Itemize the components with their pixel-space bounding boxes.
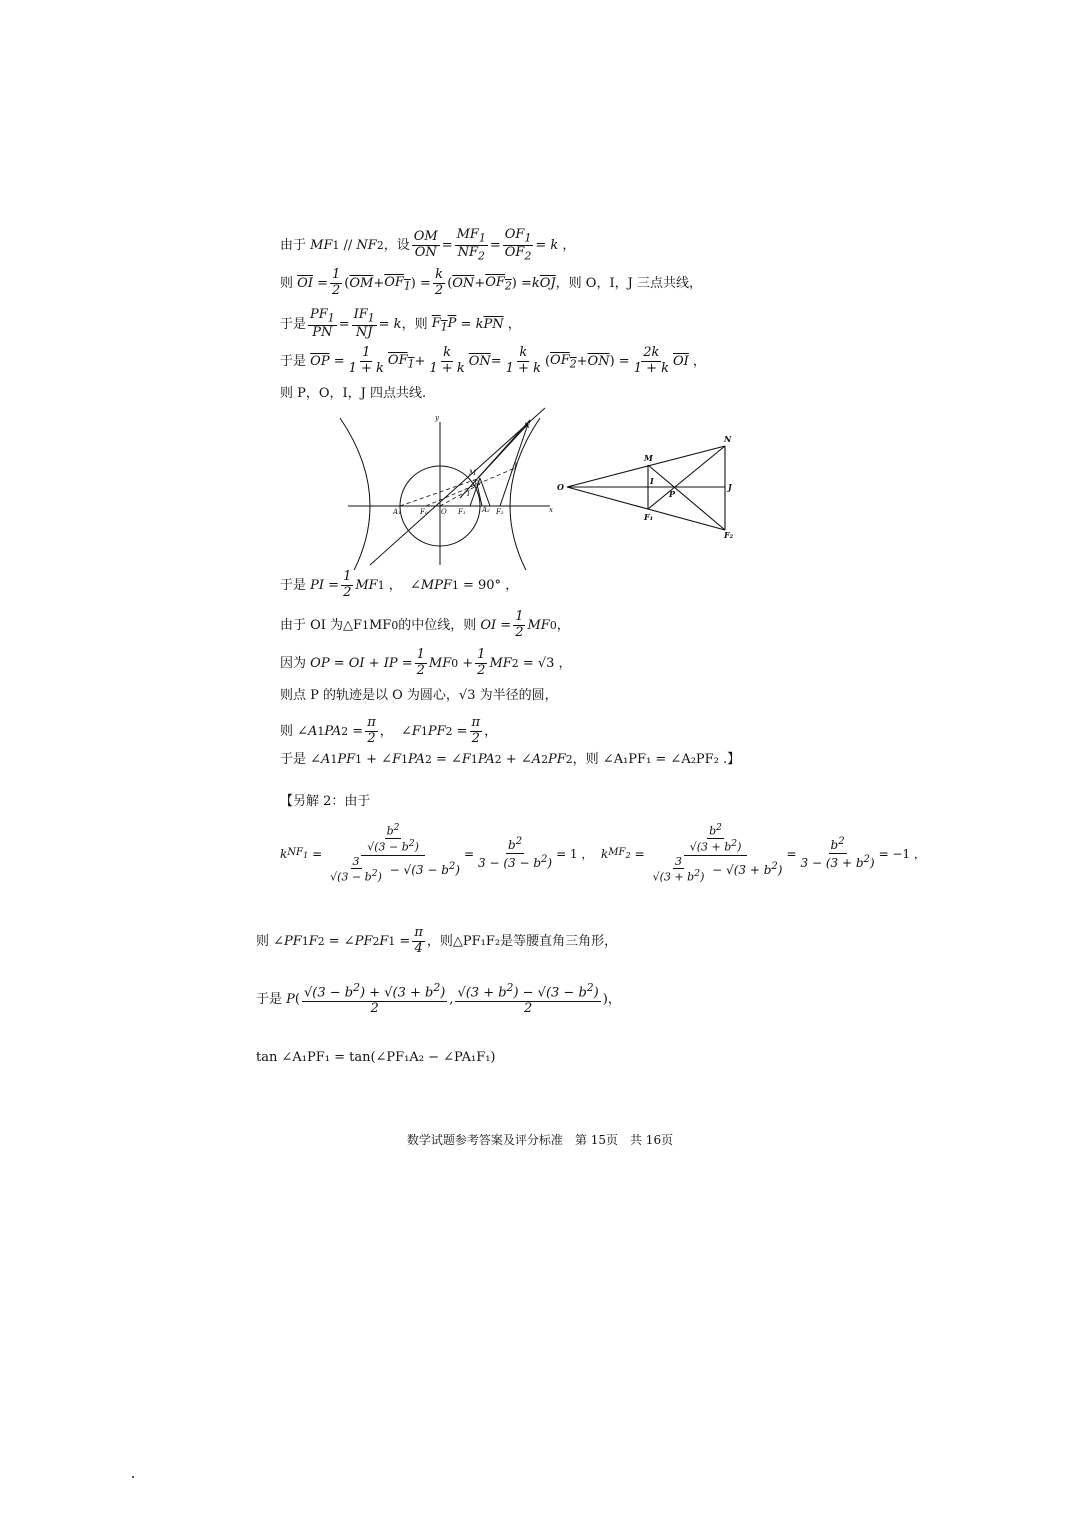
label-O: O (441, 508, 447, 516)
trapezoid-diagram (552, 430, 747, 545)
label-F2: F₂ (724, 530, 734, 540)
solution-line-11: 于是 ∠ A 1 PF 1 + ∠ F 1 PA 2 = ∠ F 1 PA 2 + ∠ A 2 PF 2 ，则 ∠A₁PF₁ = ∠A₂PF₂ .】 (280, 752, 741, 767)
solution-line-7: 由于 OI 为△F 1 MF 0 的中位线，则 OI = $\frac{1}{2}$ MF 0 ， (280, 609, 570, 640)
scan-speck (132, 1476, 134, 1478)
solution-line-5: 则 P，O，I，J 四点共线. (280, 386, 427, 401)
hyperbola-diagram (330, 400, 560, 570)
label-F1: F₁ (644, 512, 654, 522)
label-J: J (728, 482, 732, 492)
solution-line-14: 则 ∠ PF 1 F 2 = ∠ PF 2 F 1 = $\frac{\pi}{4}$ ，则△PF₁F₂是等腰直角三角形， (256, 925, 618, 956)
solution-line-6: 于是 PI = $\frac{1}{2}$ MF 1 ， ∠ MPF 1 = 90° ， (280, 569, 519, 600)
label-x: x (549, 506, 553, 514)
label-y: y (435, 414, 439, 422)
label-I: I (650, 476, 654, 486)
label-J: J (514, 462, 517, 470)
solution-line-1: 由于 MF 1 // NF 2 ，设 $\frac{OM}{ON}$ = $\frac{MF_1}{NF_2}$ = $\frac{OF_1}{OF_2}$ = k ， (280, 227, 576, 263)
label-N: N (724, 434, 732, 444)
solution-line-15: 于是 P ( $\frac{√(3 - b^2) + √(3 + b^2)}{2}$ , $\frac{√(3 + b^2) - √(3 - b^2)}{2}$ )， (256, 981, 621, 1017)
hyperbola-left-branch (340, 418, 370, 570)
hyperbola-right-branch (510, 418, 540, 570)
label-F1: F₁ (458, 508, 466, 516)
slope-formula: k $NF_1$ = $\frac{b^2}{√(3 - b^2)}$ $\frac{3}{√(3 - b^2)}$ − $√(3 - b^2)$ = $\frac{b^2}{3 - (3 - b^2)}$ = 1 ， k $MF_2$ = $\frac{b^2}{√(3 + b^2)}$ $\frac{3}{√(3 + b^2)}$ − $√(3 + b^2)$ = $\frac{b^2}{3 - (3 + b^2)}$ = −1 ， (280, 822, 926, 884)
label-F0: F₀ (420, 508, 428, 516)
label-M: M (469, 469, 477, 477)
solution-line-9: 则点 P 的轨迹是以 O 为圆心，√3 为半径的圆， (280, 688, 558, 703)
label-I: I (467, 490, 470, 498)
alt-solution-title: 【另解 2：由于 (280, 794, 371, 809)
label-A1: A₁ (393, 508, 401, 516)
solution-line-2: 则 $\overline{OI}$ = $\frac{1}{2}$ ( $\overline{OM}$ + $OF_1$ ) = $\frac{k}{2}$ ( $\overline{ON}$ + $OF_2$ ) = k $\overline{OJ}$ ，则 O，I，J 三点共线， (280, 267, 702, 298)
solution-line-4: 于是 $\overline{OP}$ = $\frac{1}{1 + k}$ $OF_1$ + $\frac{k}{1 + k}$ $\overline{ON}$ = $\frac{k}{1 + k}$ ( $OF_2$ + $\overline{ON}$ ) = $\frac{2k}{1 + k}$ $\overline{OI}$ ， (280, 345, 706, 376)
label-N: N (524, 422, 531, 430)
label-O: O (557, 482, 564, 492)
solution-line-8: 因为 OP = OI + IP = $\frac{1}{2}$ MF 0 + $\frac{1}{2}$ MF 2 = √3 ， (280, 647, 572, 678)
label-M: M (644, 453, 653, 463)
solution-line-10: 则 ∠ A 1 PA 2 = $\frac{\pi}{2}$ ， ∠ F 1 PF 2 = $\frac{\pi}{2}$ ， (280, 715, 498, 746)
page-footer: 数学试题参考答案及评分标准 第 15页 共 16页 (406, 1133, 674, 1147)
solution-line-3: 于是 $\frac{PF_1}{PN}$ = $\frac{IF_1}{NJ}$ = k ，则 $F_1P$ = k $\overline{PN}$ ， (280, 307, 521, 341)
label-F2: F₂ (496, 508, 504, 516)
solution-line-16: tan ∠A₁PF₁ = tan(∠PF₁A₂ − ∠PA₁F₁) (256, 1050, 496, 1065)
label-A2: A₂ (482, 506, 490, 514)
label-P: P (474, 480, 479, 488)
label-P: P (669, 489, 676, 499)
